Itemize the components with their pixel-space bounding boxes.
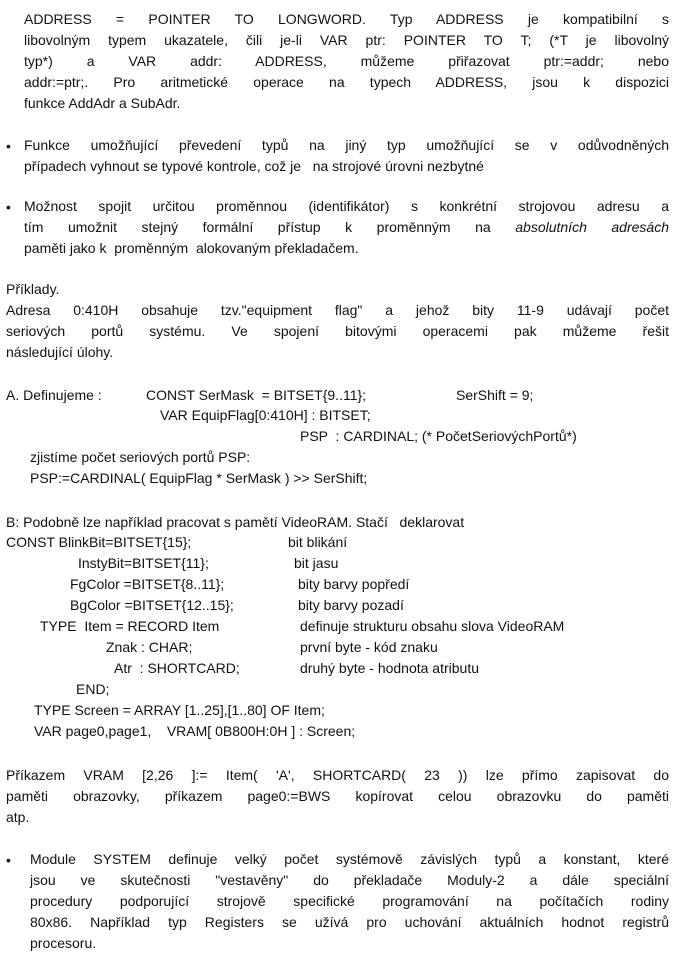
bgcolor-comment: bity barvy pozadí bbox=[298, 597, 404, 613]
bullet3-line-4: 80x86. Například typ Registers se užívá pro uchování aktuálních hodnot registrů bbox=[30, 914, 669, 930]
fgcolor-comment: bity barvy popředí bbox=[298, 576, 410, 592]
instybit-comment: bit jasu bbox=[294, 555, 339, 571]
part-b-intro: B: Podobně lze například pracovat s pamětí VideoRAM. Stačí deklarovat bbox=[6, 514, 465, 530]
bullet3-line-1: Module SYSTEM definuje velký počet systémově závislých typů a konstant, které bbox=[30, 851, 669, 867]
instybit-code: InstyBit=BITSET{11}; bbox=[78, 555, 209, 571]
item-type-code: TYPE Item = RECORD Item bbox=[40, 618, 220, 634]
fgcolor-code: FgColor =BITSET{8..11}; bbox=[70, 576, 225, 592]
vram-line-1: Příkazem VRAM [2,26 ]:= Item( 'A', SHORTCARD( 23 )) lze přímo zapisovat do bbox=[6, 767, 669, 783]
bullet1-line-1: Funkce umožňující převedení typů na jiný typ umožňující se v odůvodněných bbox=[24, 137, 669, 153]
bullet-1-symbol: • bbox=[6, 138, 11, 154]
psp-declaration: PSP : CARDINAL; (* PočetSeriovýchPortů*) bbox=[300, 428, 577, 444]
example-heading: Příklady. bbox=[6, 281, 60, 297]
screen-type-declaration: TYPE Screen = ARRAY [1..25],[1..80] OF Item; bbox=[34, 702, 325, 718]
para1-line-3: typ*) a VAR addr: ADDRESS, můžeme přiřazovat ptr:=addr; nebo bbox=[24, 53, 669, 69]
para1-line-2: libovolným typem ukazatele, čili je-li VAR ptr: POINTER TO T; (*T je libovolný bbox=[24, 32, 669, 48]
bullet3-line-5: procesoru. bbox=[30, 935, 97, 951]
para1-line-4: addr:=ptr;. Pro aritmetické operace na typech ADDRESS, jsou k dispozici bbox=[24, 74, 669, 90]
bullet2-line-3: paměti jako k proměnným alokovaným překladačem. bbox=[24, 240, 359, 256]
vram-line-2: paměti obrazovky, příkazem page0:=BWS kopírovat celou obrazovku do paměti bbox=[6, 788, 669, 804]
bullet3-line-2: jsou ve skutečnosti "vestavěny" do překladače Moduly-2 a dále speciální bbox=[30, 872, 669, 888]
sermask-declaration: CONST SerMask = BITSET{9..11}; bbox=[146, 387, 367, 403]
vram-line-3: atp. bbox=[6, 809, 30, 825]
blinkbit-comment: bit blikání bbox=[288, 534, 348, 550]
psp-assignment: PSP:=CARDINAL( EquipFlag * SerMask ) >> SerShift; bbox=[30, 470, 368, 486]
znak-field-code: Znak : CHAR; bbox=[106, 639, 193, 655]
blinkbit-code: CONST BlinkBit=BITSET{15}; bbox=[6, 534, 192, 550]
bgcolor-code: BgColor =BITSET{12..15}; bbox=[70, 597, 234, 613]
para1-line-1: ADDRESS = POINTER TO LONGWORD. Typ ADDRESS je kompatibilní s bbox=[24, 11, 669, 27]
example-line-1: Adresa 0:410H obsahuje tzv."equipment flag" a jehož bity 11-9 udávají počet bbox=[6, 302, 669, 318]
item-type-comment: definuje strukturu obsahu slova VideoRAM bbox=[300, 618, 565, 634]
sershift-declaration: SerShift = 9; bbox=[456, 387, 534, 403]
part-a-label: A. Definujeme : bbox=[6, 387, 102, 403]
atr-field-comment: druhý byte - hodnota atributu bbox=[300, 660, 480, 676]
absolute-addresses-emphasis: absolutních adresách bbox=[515, 219, 669, 235]
bullet-3-symbol: • bbox=[6, 852, 11, 868]
bullet2-line-2-text: tím umožnit stejný formální přístup k proměnným na bbox=[24, 219, 516, 235]
atr-field-code: Atr : SHORTCARD; bbox=[114, 660, 240, 676]
part-a-explanation: zjistíme počet seriových portů PSP: bbox=[30, 449, 251, 465]
bullet2-line-1: Možnost spojit určitou proměnnou (identifikátor) s konkrétní strojovou adresu a bbox=[24, 198, 669, 214]
para1-line-5: funkce AddAdr a SubAdr. bbox=[24, 95, 181, 111]
example-line-3: následující úlohy. bbox=[6, 344, 114, 360]
equipflag-declaration: VAR EquipFlag[0:410H] : BITSET; bbox=[160, 407, 371, 423]
znak-field-comment: první byte - kód znaku bbox=[300, 639, 438, 655]
record-end: END; bbox=[76, 681, 110, 697]
bullet1-line-2: případech vyhnout se typové kontrole, což je na strojové úrovni nezbytné bbox=[24, 158, 484, 174]
bullet-2-symbol: • bbox=[6, 199, 11, 215]
bullet2-line-2 bbox=[24, 218, 669, 236]
example-line-2: seriových portů systému. Ve spojení bitovými operacemi pak můžeme řešit bbox=[6, 323, 669, 339]
pages-var-declaration: VAR page0,page1, VRAM[ 0B800H:0H ] : Screen; bbox=[34, 723, 356, 739]
bullet3-line-3: procedury podporující strojově specifické programování na počítačích rodiny bbox=[30, 893, 669, 909]
